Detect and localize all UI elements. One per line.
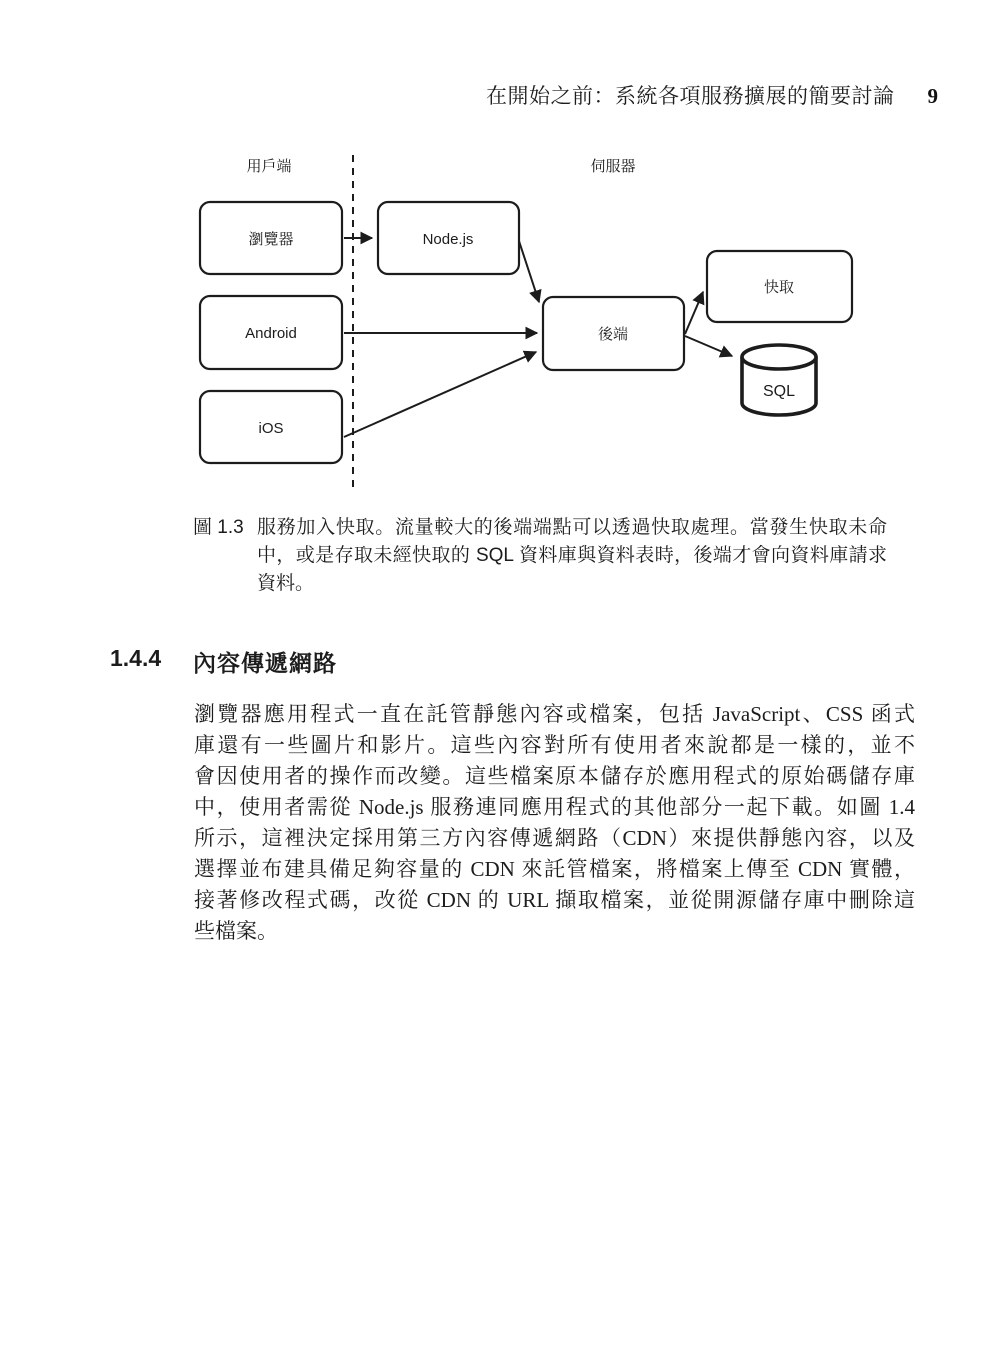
sql-database-cylinder-icon <box>742 345 816 415</box>
figure-caption-line: 資料。 <box>257 573 315 594</box>
architecture-diagram <box>0 0 1000 540</box>
figure-caption-line: 服務加入快取。流量較大的後端端點可以透過快取處理。當發生快取未命 <box>257 517 887 538</box>
figure-caption-line: 中，或是存取未經快取的 SQL 資料庫與資料表時，後端才會向資料庫請求 <box>257 545 887 566</box>
figure-caption-number: 圖 1.3 <box>193 517 244 538</box>
cache-node-label: 快取 <box>763 279 795 296</box>
body-line: 中，使用者需從 Node.js 服務連同應用程式的其他部分一起下載。如圖 1.4 <box>194 795 915 819</box>
browser-node-label: 瀏覽器 <box>248 231 294 248</box>
nodejs-node-label: Node.js <box>422 231 474 248</box>
page-number: 9 <box>927 84 938 108</box>
body-line: 所示，這裡決定採用第三方內容傳遞網路（CDN）來提供靜態內容，以及 <box>194 826 915 850</box>
arrow-backend-to-sql <box>685 336 732 356</box>
body-line: 選擇並布建具備足夠容量的 CDN 來託管檔案，將檔案上傳至 CDN 實體， <box>194 857 915 881</box>
body-line: 些檔案。 <box>194 919 278 943</box>
arrow-backend-to-cache <box>685 292 703 334</box>
android-node-label: Android <box>245 325 297 342</box>
server-region-label: 伺服器 <box>590 158 636 175</box>
client-region-label: 用戶端 <box>246 158 292 175</box>
body-line: 會因使用者的操作而改變。這些檔案原本儲存於應用程式的原始碼儲存庫 <box>194 764 915 788</box>
section-title: 內容傳遞網路 <box>193 650 337 676</box>
section-heading <box>0 645 1000 675</box>
body-line: 瀏覽器應用程式一直在託管靜態內容或檔案，包括 JavaScript、CSS 函式 <box>194 702 915 726</box>
ios-node-label: iOS <box>258 420 284 437</box>
chapter-header-title: 在開始之前：系統各項服務擴展的簡要討論 <box>486 85 895 108</box>
figure-caption-text <box>257 514 887 598</box>
arrow-ios-to-backend <box>344 352 536 437</box>
sql-node-label: SQL <box>762 383 796 400</box>
body-paragraph <box>194 699 915 947</box>
section-number: 1.4.4 <box>110 645 162 671</box>
backend-node-label: 後端 <box>597 326 629 343</box>
body-line: 接著修改程式碼，改從 CDN 的 URL 擷取檔案，並從開源儲存庫中刪除這 <box>194 888 915 912</box>
figure-caption <box>193 514 888 598</box>
arrow-nodejs-to-backend <box>519 241 539 302</box>
body-line: 庫還有一些圖片和影片。這些內容對所有使用者來說都是一樣的，並不 <box>194 733 915 757</box>
